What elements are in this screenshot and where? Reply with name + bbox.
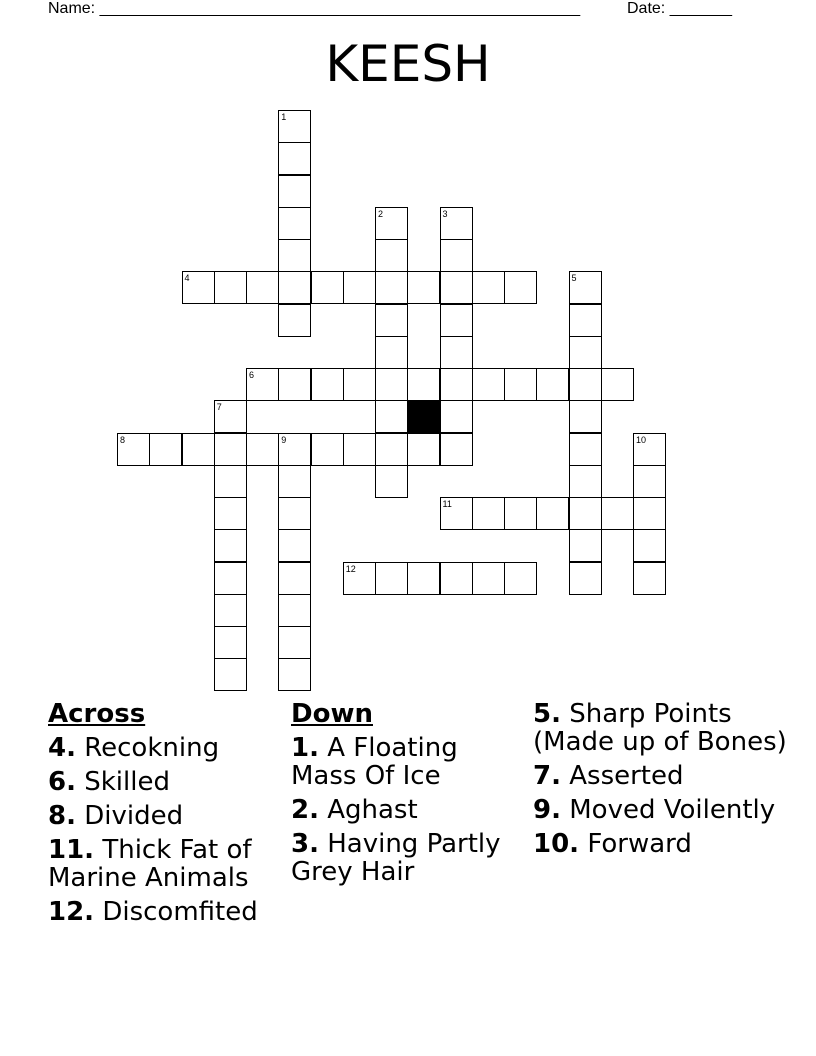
- grid-cell[interactable]: [278, 594, 311, 627]
- clue-down-5: 5. Sharp Points (Made up of Bones): [533, 699, 787, 757]
- grid-cell[interactable]: [440, 304, 473, 337]
- grid-cell[interactable]: [343, 433, 376, 466]
- grid-cell[interactable]: [311, 368, 344, 401]
- grid-cell[interactable]: [246, 433, 279, 466]
- clue-number: 10: [636, 434, 647, 445]
- grid-cell[interactable]: [311, 433, 344, 466]
- grid-cell[interactable]: [569, 529, 602, 562]
- grid-cell[interactable]: [569, 368, 602, 401]
- grid-cell[interactable]: [407, 368, 440, 401]
- grid-cell[interactable]: [569, 400, 602, 433]
- grid-cell[interactable]: [214, 658, 247, 691]
- grid-cell[interactable]: [343, 562, 376, 595]
- grid-cell[interactable]: [214, 497, 247, 530]
- grid-black-cell: [407, 400, 440, 433]
- grid-cell[interactable]: [214, 626, 247, 659]
- name-label: Name: ______________________________________________________: [48, 0, 581, 17]
- grid-cell[interactable]: [343, 368, 376, 401]
- grid-cell[interactable]: [375, 271, 408, 304]
- grid-cell[interactable]: [440, 336, 473, 369]
- clue-across-6: 6. Skilled: [48, 767, 170, 797]
- grid-cell[interactable]: [633, 562, 666, 595]
- clue-across-8: 8. Divided: [48, 801, 184, 831]
- grid-cell[interactable]: [407, 433, 440, 466]
- grid-cell[interactable]: [440, 562, 473, 595]
- grid-cell[interactable]: [278, 658, 311, 691]
- clue-across-12: 12. Discomfited: [48, 897, 258, 927]
- grid-cell[interactable]: [278, 239, 311, 272]
- grid-cell[interactable]: [633, 529, 666, 562]
- clue-down-3: 3. Having Partly Grey Hair: [291, 829, 501, 887]
- clue-down-1: 1. A Floating Mass Of Ice: [291, 733, 458, 791]
- clue-across-4: 4. Recokning: [48, 733, 220, 763]
- clue-down-7: 7. Asserted: [533, 761, 684, 791]
- clue-number: 2: [378, 208, 384, 219]
- grid-cell[interactable]: [278, 497, 311, 530]
- grid-cell[interactable]: [472, 562, 505, 595]
- grid-cell[interactable]: [375, 368, 408, 401]
- grid-cell[interactable]: [278, 433, 311, 466]
- grid-cell[interactable]: [375, 465, 408, 498]
- clue-number: 11: [442, 499, 452, 509]
- grid-cell[interactable]: [536, 497, 569, 530]
- grid-cell[interactable]: [472, 368, 505, 401]
- grid-cell[interactable]: [214, 529, 247, 562]
- down-heading: Down: [291, 699, 373, 729]
- grid-cell[interactable]: [278, 562, 311, 595]
- grid-cell[interactable]: [569, 562, 602, 595]
- clue-down-9: 9. Moved Voilently: [533, 795, 776, 825]
- grid-cell[interactable]: [278, 368, 311, 401]
- grid-cell[interactable]: [182, 433, 215, 466]
- grid-cell[interactable]: [440, 239, 473, 272]
- grid-cell[interactable]: [569, 465, 602, 498]
- grid-cell[interactable]: [278, 175, 311, 208]
- grid-cell[interactable]: [569, 433, 602, 466]
- clue-number: 7: [216, 402, 222, 413]
- grid-cell[interactable]: [278, 304, 311, 337]
- grid-cell[interactable]: [375, 304, 408, 337]
- grid-cell[interactable]: [633, 433, 666, 466]
- grid-cell[interactable]: [440, 271, 473, 304]
- grid-cell[interactable]: [504, 562, 537, 595]
- grid-cell[interactable]: [601, 368, 634, 401]
- across-clues: [48, 700, 278, 932]
- grid-cell[interactable]: [149, 433, 182, 466]
- grid-cell[interactable]: [311, 271, 344, 304]
- date-label: Date: _______: [627, 0, 732, 17]
- grid-cell[interactable]: [569, 271, 602, 304]
- grid-cell[interactable]: [246, 368, 279, 401]
- grid-cell[interactable]: [214, 465, 247, 498]
- grid-cell[interactable]: [472, 271, 505, 304]
- grid-cell[interactable]: [633, 465, 666, 498]
- clue-number: 4: [184, 273, 190, 284]
- grid-cell[interactable]: [633, 497, 666, 530]
- grid-cell[interactable]: [278, 142, 311, 175]
- grid-cell[interactable]: [569, 336, 602, 369]
- grid-cell[interactable]: [278, 271, 311, 304]
- down-clues: [291, 700, 521, 892]
- clue-number: 8: [120, 434, 126, 445]
- grid-cell[interactable]: [504, 271, 537, 304]
- grid-cell[interactable]: [504, 497, 537, 530]
- grid-cell[interactable]: [117, 433, 150, 466]
- grid-cell[interactable]: [536, 368, 569, 401]
- grid-cell[interactable]: [278, 529, 311, 562]
- grid-cell[interactable]: [407, 562, 440, 595]
- grid-cell[interactable]: [375, 400, 408, 433]
- grid-cell[interactable]: [278, 207, 311, 240]
- clue-number: 12: [345, 563, 356, 574]
- grid-cell[interactable]: [440, 400, 473, 433]
- clue-number: 6: [249, 370, 255, 380]
- grid-cell[interactable]: [407, 271, 440, 304]
- grid-cell[interactable]: [472, 497, 505, 530]
- clue-number: 5: [571, 273, 577, 284]
- grid-cell[interactable]: [278, 465, 311, 498]
- grid-cell[interactable]: [601, 497, 634, 530]
- grid-cell[interactable]: [440, 497, 473, 530]
- grid-cell[interactable]: [569, 497, 602, 530]
- grid-cell[interactable]: [375, 562, 408, 595]
- grid-cell[interactable]: [375, 433, 408, 466]
- grid-cell[interactable]: [214, 400, 247, 433]
- clue-down-2: 2. Aghast: [291, 795, 418, 825]
- grid-cell[interactable]: [246, 271, 279, 304]
- grid-cell[interactable]: [214, 433, 247, 466]
- grid-cell[interactable]: [375, 336, 408, 369]
- grid-cell[interactable]: [375, 207, 408, 240]
- grid-cell[interactable]: [278, 110, 311, 143]
- grid-cell[interactable]: [278, 626, 311, 659]
- grid-cell[interactable]: [343, 271, 376, 304]
- grid-cell[interactable]: [214, 271, 247, 304]
- clue-across-11: 11. Thick Fat of Marine Animals: [48, 835, 252, 893]
- puzzle-title: KEESH: [325, 35, 491, 93]
- grid-cell[interactable]: [375, 239, 408, 272]
- clue-number: 3: [442, 208, 448, 219]
- grid-cell[interactable]: [569, 304, 602, 337]
- grid-cell[interactable]: [182, 271, 215, 304]
- grid-cell[interactable]: [440, 433, 473, 466]
- grid-cell[interactable]: [440, 207, 473, 240]
- grid-cell[interactable]: [440, 368, 473, 401]
- grid-cell[interactable]: [504, 368, 537, 401]
- across-heading: Across: [48, 699, 146, 729]
- grid-cell[interactable]: [214, 562, 247, 595]
- down-clues-continued: [533, 700, 793, 864]
- grid-cell[interactable]: [214, 594, 247, 627]
- clue-down-10: 10. Forward: [533, 829, 692, 859]
- clue-number: 1: [281, 112, 287, 122]
- clue-number: 9: [281, 434, 287, 445]
